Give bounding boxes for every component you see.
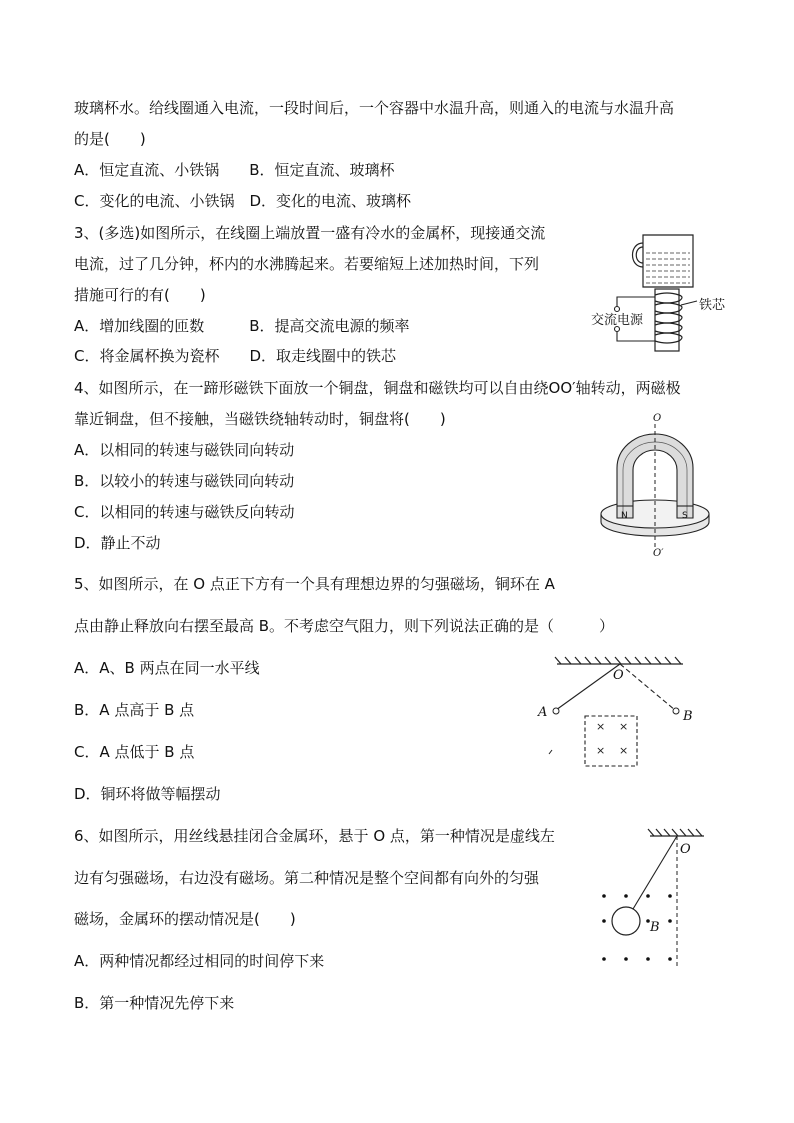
q6-option-a: A．两种情况都经过相同的时间停下来	[74, 952, 325, 970]
q5-pendulum-figure	[535, 650, 705, 775]
axis-bottom-label: O′	[653, 548, 664, 559]
q3-options-ab: A．增加线圈的匝数 B．提高交流电源的频率	[74, 317, 410, 335]
iron-core-label: 铁芯	[699, 298, 726, 313]
q5-option-b: B．A 点高于 B 点	[74, 701, 195, 719]
q2-options-cd: C．变化的电流、小铁锅 D．变化的电流、玻璃杯	[74, 192, 412, 210]
q6-line-3: 磁场，金属环的摆动情况是( )	[74, 910, 296, 928]
q4-line-1: 4、如图所示，在一蹄形磁铁下面放一个铜盘，铜盘和磁铁均可以自由绕OO′轴转动，两磁极	[74, 379, 681, 397]
q3-line-2: 电流，过了几分钟，杯内的水沸腾起来。若要缩短上述加热时间，下列	[74, 255, 540, 273]
q5-option-c: C．A 点低于 B 点	[74, 743, 195, 761]
field-mark: ×	[619, 720, 629, 733]
thread-to-b	[620, 664, 675, 710]
field-mark: ×	[619, 744, 629, 757]
q4-magnet-disc-figure	[595, 410, 715, 560]
ring-at-a	[553, 708, 559, 714]
q3-coil-figure	[585, 225, 735, 360]
ceiling	[555, 657, 683, 664]
axis-top-label: O	[653, 413, 662, 424]
north-pole-label: N	[621, 511, 628, 521]
cup-water	[646, 253, 690, 283]
field-mark: ×	[596, 720, 606, 733]
metal-ring	[612, 907, 640, 935]
q5-option-a: A．A、B 两点在同一水平线	[74, 659, 260, 677]
q5-option-d: D．铜环将做等幅摆动	[74, 785, 221, 803]
field-b-label: B	[650, 920, 660, 935]
q3-line-1: 3、(多选)如图所示，在线圈上端放置一盛有冷水的金属杯，现接通交流	[74, 224, 546, 242]
magnetic-field-region	[585, 716, 637, 766]
q6-line-1: 6、如图所示，用丝线悬挂闭合金属环，悬于 O 点，第一种情况是虚线左	[74, 827, 555, 845]
q2-line-1: 玻璃杯水。给线圈通入电流，一段时间后，一个容器中水温升高，则通入的电流与水温升高	[74, 99, 675, 117]
ring-at-b	[673, 708, 679, 714]
q4-option-b: B．以较小的转速与磁铁同向转动	[74, 472, 295, 490]
coil-windings	[655, 293, 682, 343]
q3-line-3: 措施可行的有( )	[74, 286, 206, 304]
south-pole-label: S	[682, 511, 688, 521]
q6-line-2: 边有匀强磁场，右边没有磁场。第二种情况是整个空间都有向外的匀强	[74, 869, 540, 887]
point-b-label: B	[683, 709, 693, 724]
q4-option-a: A．以相同的转速与磁铁同向转动	[74, 441, 295, 459]
q2-line-2: 的是( )	[74, 130, 146, 148]
point-o-label: O	[613, 668, 624, 683]
field-mark: ×	[596, 744, 606, 757]
thread-to-a	[556, 664, 620, 710]
q4-line-2: 靠近铜盘，但不接触，当磁铁绕轴转动时，铜盘将( )	[74, 410, 446, 428]
q4-option-c: C．以相同的转速与磁铁反向转动	[74, 503, 295, 521]
point-a-label: A	[538, 705, 548, 720]
thread	[633, 836, 677, 909]
q6-option-b: B．第一种情况先停下来	[74, 994, 235, 1012]
power-source-label: 交流电源	[591, 313, 644, 328]
q5-line-2: 点由静止释放向右摆至最高 B。不考虑空气阻力，则下列说法正确的是（ ）	[74, 617, 615, 635]
ceiling	[648, 829, 704, 836]
q5-line-1: 5、如图所示，在 O 点正下方有一个具有理想边界的匀强磁场，铜环在 A	[74, 575, 555, 593]
point-o-label: O	[680, 842, 691, 857]
q6-ring-figure	[592, 826, 712, 971]
q3-options-cd: C．将金属杯换为瓷杯 D．取走线圈中的铁芯	[74, 347, 397, 365]
q4-option-d: D．静止不动	[74, 534, 161, 552]
q2-options-ab: A．恒定直流、小铁锅 B．恒定直流、玻璃杯	[74, 161, 395, 179]
field-dots	[602, 894, 672, 961]
metal-cup	[633, 235, 694, 287]
tick-mark	[549, 750, 552, 754]
